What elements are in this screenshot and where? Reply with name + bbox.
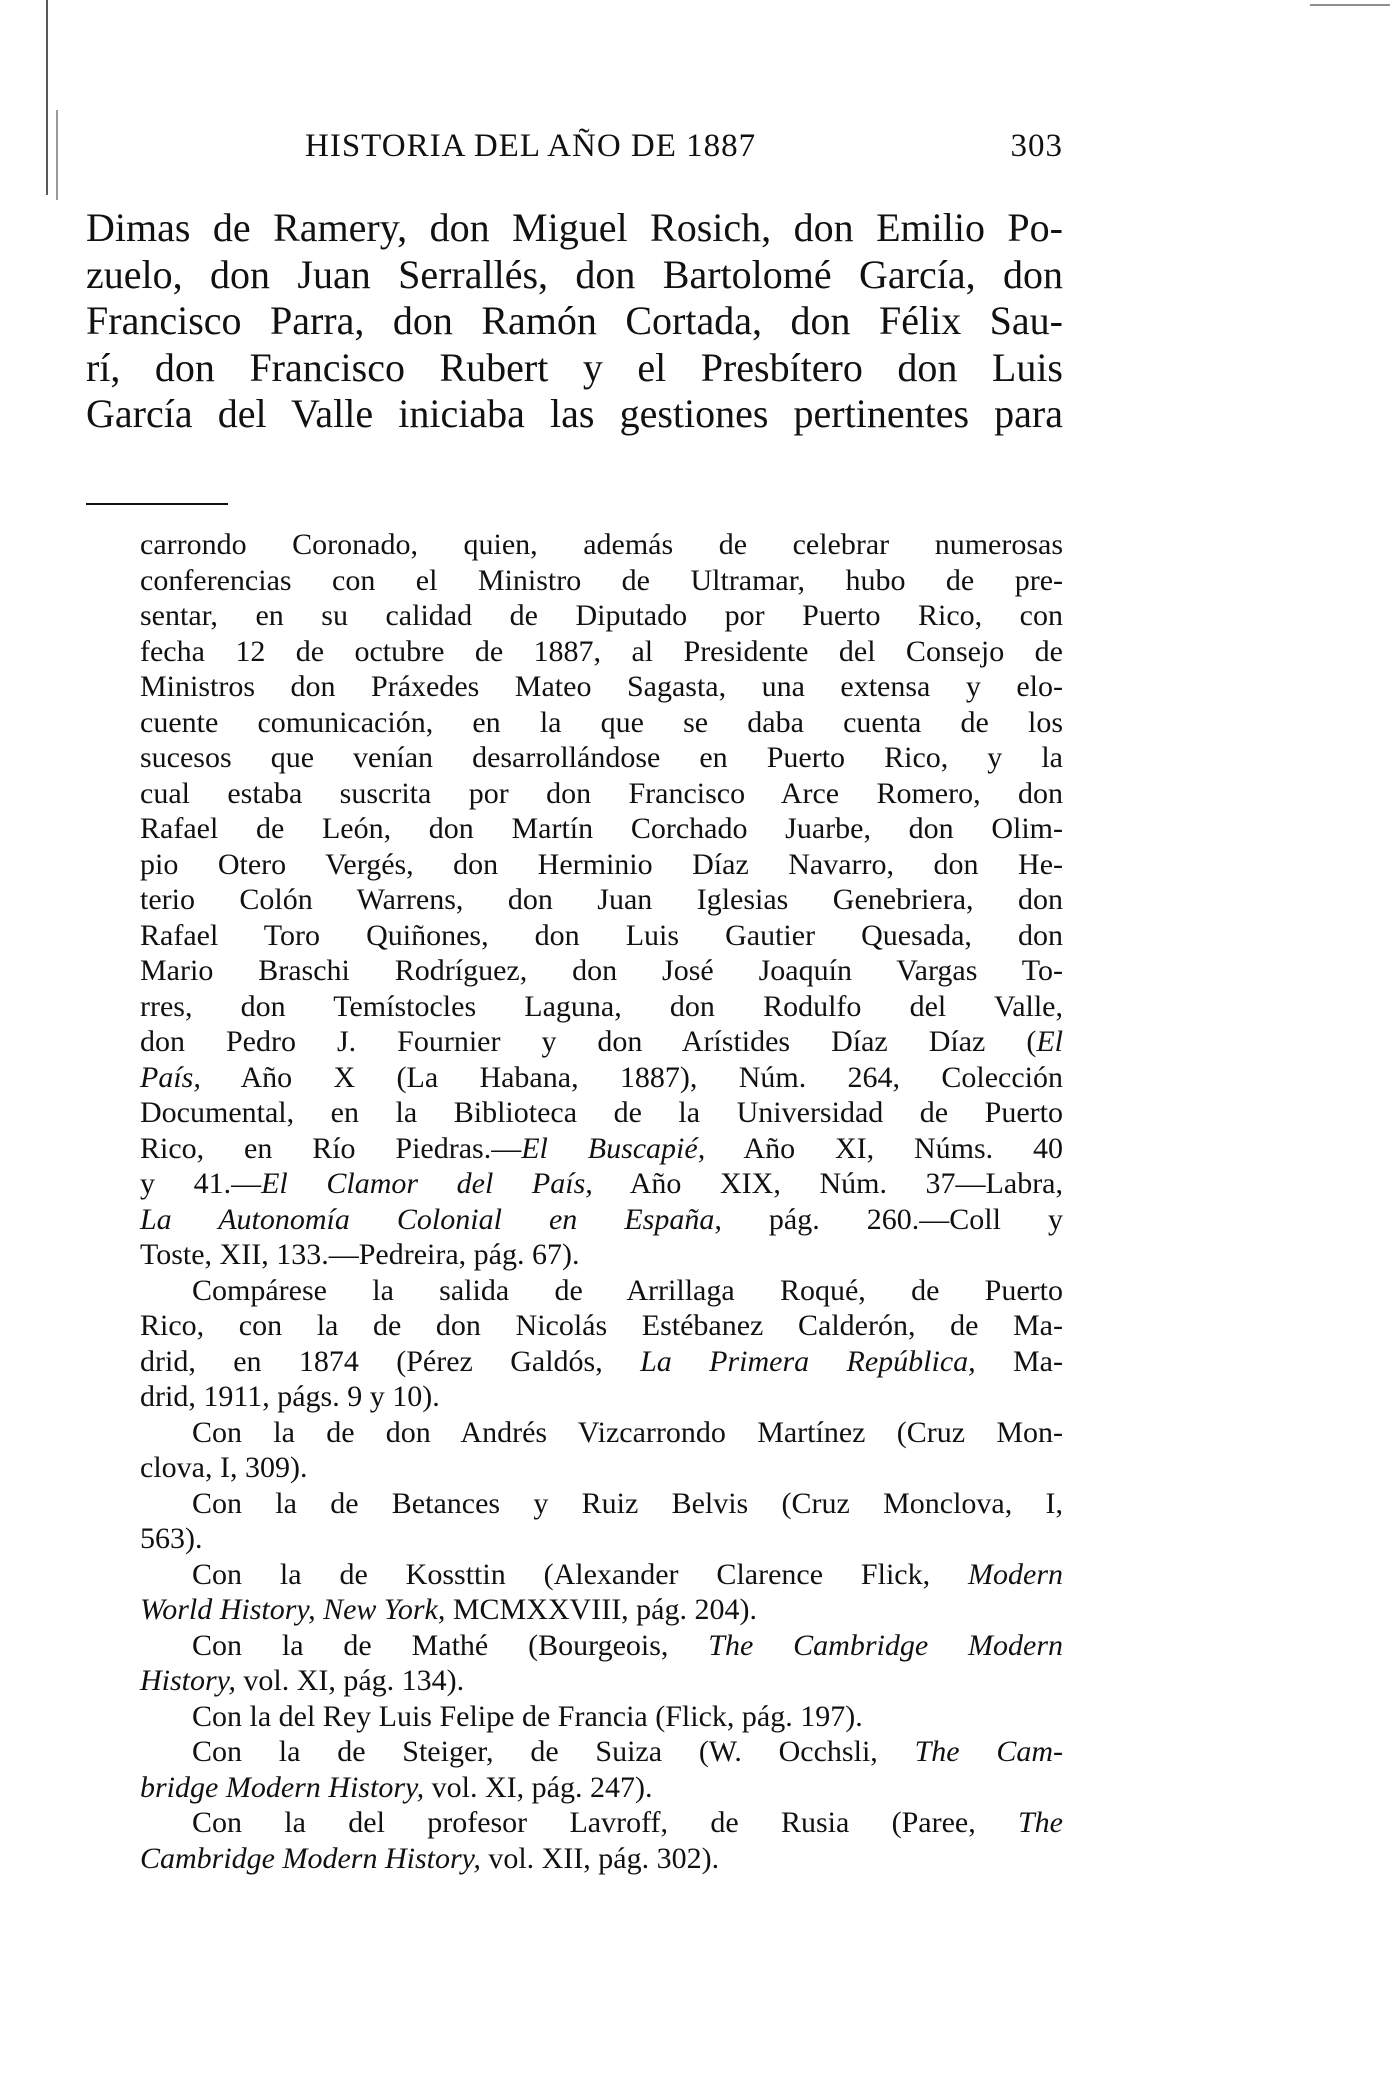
footnote-segment: Rico, en Río Piedras.— xyxy=(140,1131,522,1165)
footnote-segment: pio Otero Vergés, don Herminio Díaz Navarro, don He- xyxy=(140,847,1063,881)
footnote-segment: cuente comunicación, en la que se daba cuenta de los xyxy=(140,705,1063,739)
footnote-segment: drid, en 1874 (Pérez Galdós, xyxy=(140,1344,641,1378)
footnote-line xyxy=(140,1699,1063,1735)
footnote-line xyxy=(140,527,1063,563)
footnote-line xyxy=(140,776,1063,812)
footnote-line xyxy=(140,1592,1063,1628)
page-number: 303 xyxy=(1010,128,1063,164)
footnote-line xyxy=(140,740,1063,776)
footnote-segment: rres, don Temístocles Laguna, don Rodulfo del Valle, xyxy=(140,989,1063,1023)
footnote-line xyxy=(140,669,1063,705)
footnote-segment: Con la de don Andrés Vizcarrondo Martínez (Cruz Mon- xyxy=(192,1415,1063,1449)
footnote-segment: terio Colón Warrens, don Juan Iglesias Genebriera, don xyxy=(140,883,1063,916)
footnote-line xyxy=(140,1060,1063,1096)
footnote-line xyxy=(140,1166,1063,1202)
footnote-line xyxy=(140,1734,1063,1770)
footnote-line xyxy=(140,1344,1063,1380)
footnote-segment: pág. 260.—Coll y xyxy=(721,1202,1063,1236)
footnote-segment: conferencias con el Ministro de Ultramar, hubo de pre- xyxy=(140,563,1063,597)
footnote-italic-segment: Modern xyxy=(968,1557,1063,1591)
main-text-line: Dimas de Ramery, don Miguel Rosich, don Emilio Po- xyxy=(86,205,1063,250)
scan-edge-mark xyxy=(46,0,48,195)
footnote-italic-segment: La Primera República, xyxy=(640,1344,976,1378)
main-text-line: Francisco Parra, don Ramón Cortada, don Félix Sau- xyxy=(86,298,1063,344)
footnote-italic-segment: The xyxy=(1018,1806,1063,1839)
running-header xyxy=(305,128,1063,178)
footnote-italic-segment: History, xyxy=(140,1664,236,1697)
main-text-line: rí, don Francisco Rubert y el Presbítero don Luis xyxy=(86,344,1063,390)
footnote-segment: Toste, XII, 133.—Pedreira, pág. 67). xyxy=(140,1238,580,1271)
footnote-line xyxy=(140,953,1063,989)
footnote-line xyxy=(140,1273,1063,1309)
footnote-segment: don Pedro J. Fournier y don Arístides Díaz Díaz ( xyxy=(140,1025,1037,1058)
footnote-line xyxy=(140,1450,1063,1486)
footnote-segment: Con la del Rey Luis Felipe de Francia (Flick, pág. 197). xyxy=(192,1699,863,1733)
running-title: HISTORIA DEL AÑO DE 1887 xyxy=(305,128,757,164)
footnote-italic-segment: World History, New York, xyxy=(140,1593,446,1626)
footnote-line xyxy=(140,1770,1063,1806)
footnote-separator xyxy=(86,503,228,505)
footnote-line xyxy=(140,563,1063,599)
footnote-segment: MCMXXVIII, pág. 204). xyxy=(445,1593,757,1626)
footnote-line xyxy=(140,811,1063,847)
footnote-line xyxy=(140,1628,1063,1664)
footnote-italic-segment: El Buscapié, xyxy=(521,1131,706,1165)
footnote-segment: vol. XII, pág. 302). xyxy=(480,1841,720,1875)
footnote-segment: Rico, con la de don Nicolás Estébanez Calderón, de Ma- xyxy=(140,1309,1063,1342)
footnote-segment: Rafael Toro Quiñones, don Luis Gautier Quesada, don xyxy=(140,918,1063,952)
main-text xyxy=(86,205,1063,438)
footnote-italic-segment: País, xyxy=(140,1060,201,1094)
footnote-segment: Con la de Kossttin (Alexander Clarence Flick, xyxy=(192,1557,969,1591)
footnote-italic-segment: El xyxy=(1036,1025,1063,1058)
footnote-line xyxy=(140,1308,1063,1344)
footnote-segment: Año XIX, Núm. 37—Labra, xyxy=(592,1167,1063,1200)
footnote-segment: sucesos que venían desarrollándose en Puerto Rico, y la xyxy=(140,741,1063,774)
footnote-line xyxy=(140,847,1063,883)
footnote-line xyxy=(140,705,1063,741)
footnote-line xyxy=(140,1557,1063,1593)
footnote-segment: Con la de Betances y Ruiz Belvis (Cruz Monclova, I, xyxy=(192,1486,1063,1520)
footnote-italic-segment: The Cambridge Modern xyxy=(708,1628,1063,1662)
footnote-segment: Ma- xyxy=(975,1344,1063,1378)
footnote-segment: Rafael de León, don Martín Corchado Juarbe, don Olim- xyxy=(140,812,1063,845)
footnote-line xyxy=(140,1237,1063,1273)
footnote-segment: Mario Braschi Rodríguez, don José Joaquín Vargas To- xyxy=(140,954,1063,987)
footnote-line xyxy=(140,989,1063,1025)
footnote-line xyxy=(140,882,1063,918)
footnote-segment: fecha 12 de octubre de 1887, al Presidente del Consejo de xyxy=(140,634,1063,668)
footnote-segment: 563). xyxy=(140,1522,203,1555)
footnote-segment: drid, 1911, págs. 9 y 10). xyxy=(140,1380,440,1413)
footnote-segment: carrondo Coronado, quien, además de celebrar numerosas xyxy=(140,528,1063,561)
footnote-segment: Con la del profesor Lavroff, de Rusia (Paree, xyxy=(192,1806,1018,1839)
footnote-line xyxy=(140,1131,1063,1167)
footnote-italic-segment: bridge Modern History, xyxy=(140,1770,425,1804)
footnote-line xyxy=(140,1663,1063,1699)
footnote-line xyxy=(140,1521,1063,1557)
footnote-line xyxy=(140,1486,1063,1522)
main-text-line: García del Valle iniciaba las gestiones pertinentes para xyxy=(86,391,1063,437)
footnote-segment: Compárese la salida de Arrillaga Roqué, de Puerto xyxy=(192,1273,1063,1307)
footnote-segment: sentar, en su calidad de Diputado por Puerto Rico, con xyxy=(140,599,1063,632)
footnote-segment: clova, I, 309). xyxy=(140,1451,308,1484)
footnote-line xyxy=(140,1379,1063,1415)
footnote-italic-segment: El Clamor del País, xyxy=(261,1167,593,1200)
footnote-segment: vol. XI, pág. 247). xyxy=(424,1770,653,1804)
footnote-segment: Ministros don Práxedes Mateo Sagasta, una extensa y elo- xyxy=(140,670,1063,703)
footnote-segment: Con la de Steiger, de Suiza (W. Occhsli, xyxy=(192,1735,915,1768)
footnote-line xyxy=(140,634,1063,670)
footnote-line xyxy=(140,1841,1063,1877)
footnote-line xyxy=(140,1805,1063,1841)
scan-corner-mark xyxy=(1310,4,1390,6)
footnote-segment: Año X (La Habana, 1887), Núm. 264, Colección xyxy=(200,1060,1063,1094)
footnote-segment: Documental, en la Biblioteca de la Universidad de Puerto xyxy=(140,1096,1063,1129)
footnote-line xyxy=(140,1024,1063,1060)
footnote-italic-segment: Cambridge Modern History, xyxy=(140,1841,481,1875)
footnote-italic-segment: La Autonomía Colonial en España, xyxy=(140,1202,722,1236)
footnote-line xyxy=(140,1202,1063,1238)
footnote-line xyxy=(140,1415,1063,1451)
footnote-line xyxy=(140,918,1063,954)
footnote-line xyxy=(140,598,1063,634)
footnote-line xyxy=(140,1095,1063,1131)
footnote-segment: y 41.— xyxy=(140,1167,262,1200)
main-text-line: zuelo, don Juan Serrallés, don Bartolomé García, don xyxy=(86,251,1063,297)
footnotes xyxy=(140,527,1063,1876)
scan-edge-mark-secondary xyxy=(56,110,58,200)
footnote-segment: cual estaba suscrita por don Francisco Arce Romero, don xyxy=(140,776,1063,810)
footnote-segment: vol. XI, pág. 134). xyxy=(235,1664,465,1697)
footnote-segment: Con la de Mathé (Bourgeois, xyxy=(192,1628,709,1662)
footnote-segment: Año XI, Núms. 40 xyxy=(705,1131,1063,1165)
footnote-italic-segment: The Cam- xyxy=(914,1735,1063,1768)
